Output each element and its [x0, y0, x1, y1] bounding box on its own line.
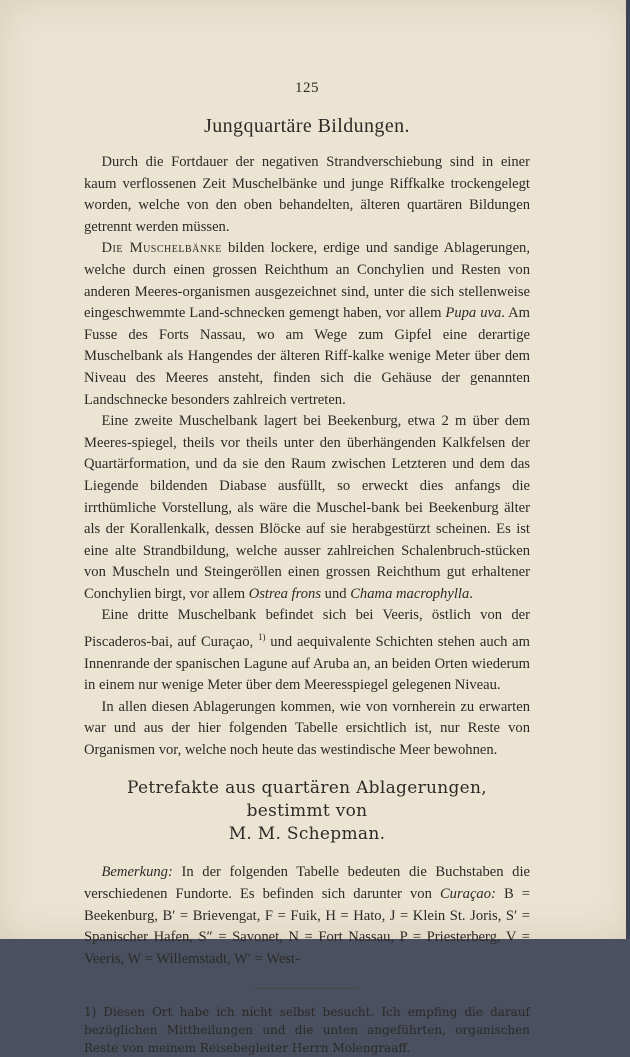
paragraph-3	[84, 411, 530, 605]
page-number: 125	[295, 80, 319, 96]
table-subheading-line-2: M. M. Schepman.	[228, 824, 386, 845]
remark-paragraph	[84, 862, 530, 970]
paragraph-3-end: .	[469, 585, 473, 602]
species-ostrea-frons: Ostrea frons	[248, 585, 322, 602]
section-heading: Jungquartäre Bildungen.	[204, 115, 410, 137]
paragraph-1: Durch die Fortdauer der negativen Strandverschiebung sind in einer kaum verflossenen Zeit Muschelbänke und junge Riffkalke trockengelegt worden, welche von den oben behandelten, älteren quartären Bildungen getrennt werden müssen.	[84, 154, 530, 235]
table-subheading-line-1: Petrefakte aus quartären Ablagerungen, bestimmt von	[127, 778, 487, 822]
remark-text-a: In der folgenden Tabelle bedeuten die Buchstaben die verschiedenen Fundorte. Es befinden sich darunter von	[84, 864, 530, 903]
species-pupa-uva: Pupa uva	[445, 305, 502, 322]
paragraph-4-text-b: und aequivalente Schichten stehen auch am Innenrande der spanischen Lagune auf Aruba an, an beiden Orten wiederum in einem nur wenige Meter über dem Meeresspiegel gelegenen Niveau.	[84, 633, 530, 694]
paragraph-5: In allen diesen Ablagerungen kommen, wie von vornherein zu erwarten war und aus der hier folgenden Tabelle ersichtlich ist, nur Reste von Organismen vor, welche noch heute das westindische Meer bewohnen.	[84, 698, 530, 758]
page-text-block	[84, 80, 530, 1057]
footnote-divider	[255, 988, 359, 989]
remark-label: Bemerkung:	[101, 864, 173, 881]
paragraph-2-lead: Die Muschelbänke	[101, 240, 222, 257]
scan-edge	[626, 0, 630, 939]
paragraph-2	[84, 238, 530, 411]
paragraph-3-text-a: Eine zweite Muschelbank lagert bei Beekenburg, etwa 2 m über dem Meeres-spiegel, theils vor theils unter den überhängenden Kalkfelsen der Quartärformation, und da sie den Raum zwischen Letzteren und dem das Liegende bildenden Diabase ausfüllt, so erweckt dies anfangs die irrthümliche Vorstellung, als wäre die Muschel-bank bei Beekenburg älter als der Korallenkalk, dessen Blöcke auf sie herabgestürzt scheinen. Es ist eine alte Strandbildung, welche ausser zahlreichen Schalenbruch-stücken von Muscheln und Steingeröllen einen grossen Reichthum gut erhaltener Conchylien birgt, vor allem	[84, 413, 530, 602]
footnote: 1) Diesen Ort habe ich nicht selbst besucht. Ich empfing die darauf bezüglichen Mittheilungen und die unten angeführten, organischen Reste von meinem Reisebegleiter Herrn Molengraaff.	[84, 1005, 530, 1056]
remark-place: Curaçao:	[439, 886, 496, 903]
paragraph-2-text-a: bilden lockere, erdige und sandige Ablagerungen, welche durch einen grossen Reichthum an Conchylien und Resten von anderen Meeres-organismen ausgezeichnet sind, unter die sich stellenweise eingeschwemmte Land-schnecken gemengt haben, vor allem	[84, 240, 530, 322]
species-chama-macrophylla: Chama macrophylla	[350, 585, 470, 602]
remark-text-b: B = Beekenburg, B′ = Brievengat, F = Fuik, H = Hato, J = Klein St. Joris, S′ = Spanischer Hafen, S″ = Savonet, N = Fort Nassau, P = Priesterberg, V = Veeris, W = Willemstadt, W′ = West-	[84, 886, 530, 967]
paragraph-4	[84, 605, 530, 696]
paragraph-3-and: und	[321, 585, 351, 602]
paragraph-2-text-b: . Am Fusse des Forts Nassau, wo am Wege zum Gipfel eine derartige Muschelbank als Hangendes der älteren Riff-kalke wenige Meter über dem Niveau des Meeres ansteht, finden sich die Gehäuse der genannten Landschnecke besonders zahlreich vertreten.	[84, 305, 530, 408]
table-subheading	[84, 777, 530, 846]
footnote-reference: 1)	[258, 632, 266, 643]
paragraph-4-text-a: Eine dritte Muschelbank befindet sich bei Veeris, östlich von der Piscaderos-bai, auf Curaçao,	[84, 607, 530, 650]
